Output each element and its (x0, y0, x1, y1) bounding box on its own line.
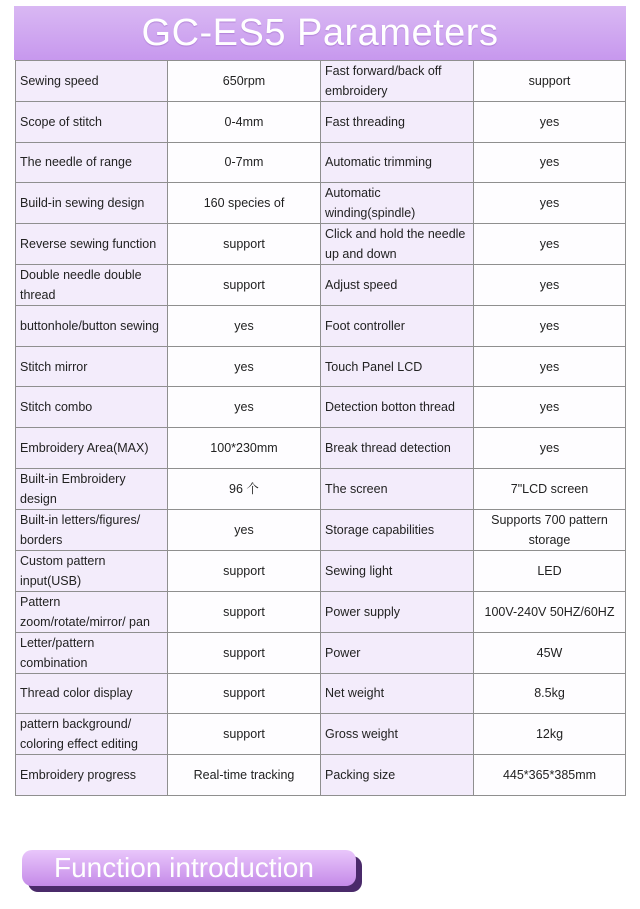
table-row (16, 632, 626, 673)
function-introduction-banner (22, 850, 362, 892)
param-name-cell: pattern background/ coloring effect editing (16, 714, 168, 755)
param-name-cell: Touch Panel LCD (321, 346, 474, 387)
param-name-cell: Thread color display (16, 673, 168, 714)
param-value-cell: 100V-240V 50HZ/60HZ (474, 591, 626, 632)
param-name-cell: Detection botton thread (321, 387, 474, 428)
param-name-cell: Storage capabilities (321, 509, 474, 550)
param-name-cell: Built-in Embroidery design (16, 468, 168, 509)
table-row (16, 102, 626, 143)
param-value-cell: yes (474, 183, 626, 224)
param-name-cell: The screen (321, 468, 474, 509)
table-row (16, 591, 626, 632)
table-row (16, 468, 626, 509)
param-name-cell: Packing size (321, 755, 474, 796)
param-value-cell: yes (474, 265, 626, 306)
param-name-cell: Fast threading (321, 102, 474, 143)
param-value-cell: Supports 700 pattern storage (474, 509, 626, 550)
param-name-cell: Sewing speed (16, 61, 168, 102)
param-name-cell: Adjust speed (321, 265, 474, 306)
param-name-cell: Embroidery Area(MAX) (16, 427, 168, 468)
param-name-cell: Break thread detection (321, 427, 474, 468)
param-value-cell: yes (474, 387, 626, 428)
table-row (16, 509, 626, 550)
param-name-cell: Sewing light (321, 550, 474, 591)
table-row (16, 387, 626, 428)
param-value-cell: 45W (474, 632, 626, 673)
param-value-cell: yes (474, 346, 626, 387)
table-row (16, 265, 626, 306)
table-row (16, 427, 626, 468)
param-value-cell: 445*365*385mm (474, 755, 626, 796)
param-value-cell: 100*230mm (168, 427, 321, 468)
param-value-cell: support (168, 714, 321, 755)
param-name-cell: Net weight (321, 673, 474, 714)
param-value-cell: support (168, 550, 321, 591)
param-value-cell: support (474, 61, 626, 102)
param-name-cell: Automatic winding(spindle) (321, 183, 474, 224)
param-value-cell: 7"LCD screen (474, 468, 626, 509)
param-value-cell: 0-7mm (168, 142, 321, 183)
table-row (16, 673, 626, 714)
param-name-cell: Foot controller (321, 306, 474, 347)
param-value-cell: 0-4mm (168, 102, 321, 143)
page-title-banner (14, 6, 626, 60)
param-name-cell: Reverse sewing function (16, 224, 168, 265)
param-name-cell: Scope of stitch (16, 102, 168, 143)
table-row (16, 142, 626, 183)
param-name-cell: Power (321, 632, 474, 673)
param-name-cell: Power supply (321, 591, 474, 632)
param-value-cell: yes (474, 102, 626, 143)
param-value-cell: 160 species of (168, 183, 321, 224)
param-value-cell: support (168, 265, 321, 306)
param-name-cell: Letter/pattern combination (16, 632, 168, 673)
param-value-cell: yes (474, 224, 626, 265)
param-value-cell: yes (168, 306, 321, 347)
param-name-cell: Fast forward/back off embroidery (321, 61, 474, 102)
param-name-cell: Build-in sewing design (16, 183, 168, 224)
param-value-cell: support (168, 224, 321, 265)
table-row (16, 224, 626, 265)
parameters-table-body (16, 61, 626, 796)
function-introduction-button[interactable] (22, 850, 356, 886)
param-name-cell: Stitch mirror (16, 346, 168, 387)
param-value-cell: support (168, 632, 321, 673)
param-value-cell: 12kg (474, 714, 626, 755)
param-name-cell: Gross weight (321, 714, 474, 755)
param-value-cell: 650rpm (168, 61, 321, 102)
param-value-cell: yes (474, 427, 626, 468)
param-value-cell: yes (168, 387, 321, 428)
table-row (16, 306, 626, 347)
param-value-cell: 96 个 (168, 468, 321, 509)
param-value-cell: support (168, 591, 321, 632)
param-value-cell: yes (168, 509, 321, 550)
table-row (16, 755, 626, 796)
param-value-cell: yes (168, 346, 321, 387)
param-value-cell: Real-time tracking (168, 755, 321, 796)
param-name-cell: Click and hold the needle up and down (321, 224, 474, 265)
table-row (16, 346, 626, 387)
param-name-cell: Double needle double thread (16, 265, 168, 306)
param-name-cell: Stitch combo (16, 387, 168, 428)
function-introduction-label: Function introduction (54, 852, 314, 883)
param-name-cell: Embroidery progress (16, 755, 168, 796)
param-value-cell: yes (474, 142, 626, 183)
param-name-cell: Automatic trimming (321, 142, 474, 183)
param-name-cell: Custom pattern input(USB) (16, 550, 168, 591)
param-name-cell: buttonhole/button sewing (16, 306, 168, 347)
param-value-cell: 8.5kg (474, 673, 626, 714)
page-title: GC-ES5 Parameters (141, 11, 499, 54)
parameters-table (15, 60, 626, 796)
table-row (16, 183, 626, 224)
param-value-cell: LED (474, 550, 626, 591)
param-name-cell: The needle of range (16, 142, 168, 183)
param-value-cell: support (168, 673, 321, 714)
table-row (16, 61, 626, 102)
table-row (16, 714, 626, 755)
param-name-cell: Built-in letters/figures/ borders (16, 509, 168, 550)
param-value-cell: yes (474, 306, 626, 347)
table-row (16, 550, 626, 591)
param-name-cell: Pattern zoom/rotate/mirror/ pan (16, 591, 168, 632)
